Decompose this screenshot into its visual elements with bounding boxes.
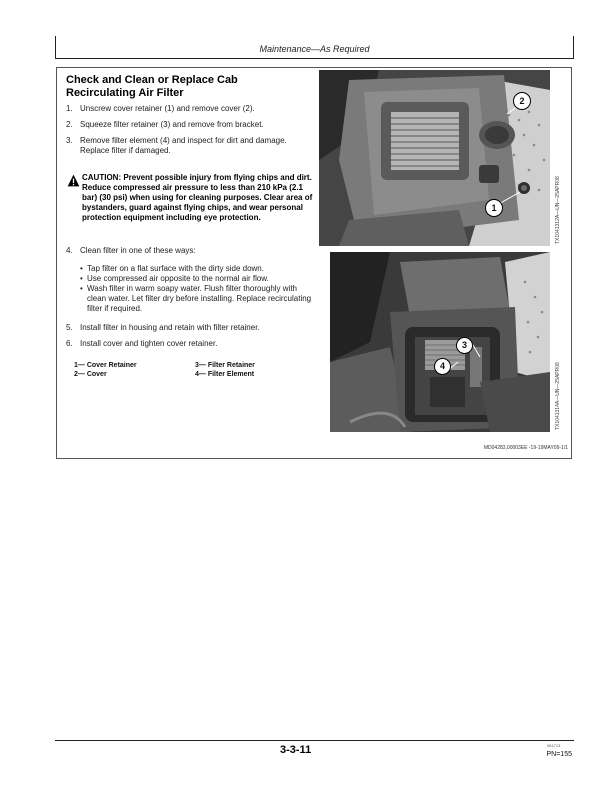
step-number: 3. <box>66 136 73 145</box>
bullet-item <box>80 274 315 284</box>
procedure-title-line2: Recirculating Air Filter <box>66 86 184 99</box>
caution-block <box>66 173 314 223</box>
step-number: 4. <box>66 246 73 255</box>
step-number: 5. <box>66 323 73 332</box>
cleaning-methods-list <box>80 264 315 314</box>
legend-column-left <box>74 362 194 379</box>
caution-text: CAUTION: Prevent possible injury from flying chips and dirt. Reduce compressed air pressure to less than 210 kPa (2.1 bar) (30 psi) when using for cleaning purposes. Clear area of bystanders, guard against flying chips, and wear personal protection equipment including eye protection. <box>82 173 313 222</box>
legend-item: 3— Filter Retainer <box>195 362 255 369</box>
step-text: Unscrew cover retainer (1) and remove cover (2). <box>80 104 255 113</box>
steps-list-a <box>66 104 311 156</box>
header-divider <box>55 58 574 59</box>
step-5 <box>66 323 311 333</box>
bullet-text: Wash filter in warm soapy water. Flush filter thoroughly with clean water. Let filter dry before installing. Replace recirculating filter if required. <box>87 284 312 313</box>
callout-2: 2 <box>513 92 531 110</box>
footer-code: 061713 <box>547 743 561 748</box>
callout-3: 3 <box>456 337 473 354</box>
page-number: 3-3-11 <box>280 744 312 756</box>
step-3 <box>66 136 311 156</box>
bullet-icon: • <box>80 264 83 273</box>
step-text: Install filter in housing and retain with filter retainer. <box>80 323 260 332</box>
legend-column-right <box>195 362 315 379</box>
bullet-icon: • <box>80 284 83 293</box>
pn-number: PN=155 <box>546 751 572 758</box>
bullet-icon: • <box>80 274 83 283</box>
photo-bottom-label: TX1041314A—UN—25APR08 <box>555 362 561 430</box>
step-text: Install cover and tighten cover retainer. <box>80 339 218 348</box>
procedure-title-line1: Check and Clean or Replace Cab <box>66 74 238 86</box>
photo-top-label: TX1041312A—UN—25APR08 <box>555 176 561 244</box>
legend-item: 1— Cover Retainer <box>74 362 137 369</box>
step-2 <box>66 120 311 130</box>
footer-divider <box>55 740 574 741</box>
step-number: 2. <box>66 120 73 129</box>
bullet-text: Use compressed air opposite to the normal air flow. <box>87 274 269 283</box>
steps-list-b <box>66 323 311 349</box>
step-number: 1. <box>66 104 73 113</box>
bullet-item <box>80 264 315 274</box>
filter-housing-illustration <box>330 252 550 432</box>
callout-1: 1 <box>485 199 503 217</box>
callout-4: 4 <box>434 358 451 375</box>
step-4 <box>66 246 311 256</box>
step-text: Remove filter element (4) and inspect for dirt and damage. Replace filter if damaged. <box>80 136 287 155</box>
document-id: MD04283,00003EE -19-19MAY09-1/1 <box>483 445 568 451</box>
bullet-item <box>80 284 315 314</box>
step-4-block <box>66 246 311 256</box>
legend-item: 2— Cover <box>74 370 107 378</box>
step-1 <box>66 104 311 114</box>
photo-filter-removal <box>330 252 550 432</box>
step-text: Clean filter in one of these ways: <box>80 246 196 255</box>
step-number: 6. <box>66 339 73 348</box>
warning-triangle-icon <box>67 174 80 187</box>
step-text: Squeeze filter retainer (3) and remove from bracket. <box>80 120 264 129</box>
step-6 <box>66 339 311 349</box>
bullet-text: Tap filter on a flat surface with the dirty side down. <box>87 264 264 273</box>
procedure-title <box>66 74 316 99</box>
legend-item: 4— Filter Element <box>195 370 255 378</box>
photo-cover-removal <box>319 70 550 246</box>
section-title: Maintenance—As Required <box>259 44 370 54</box>
